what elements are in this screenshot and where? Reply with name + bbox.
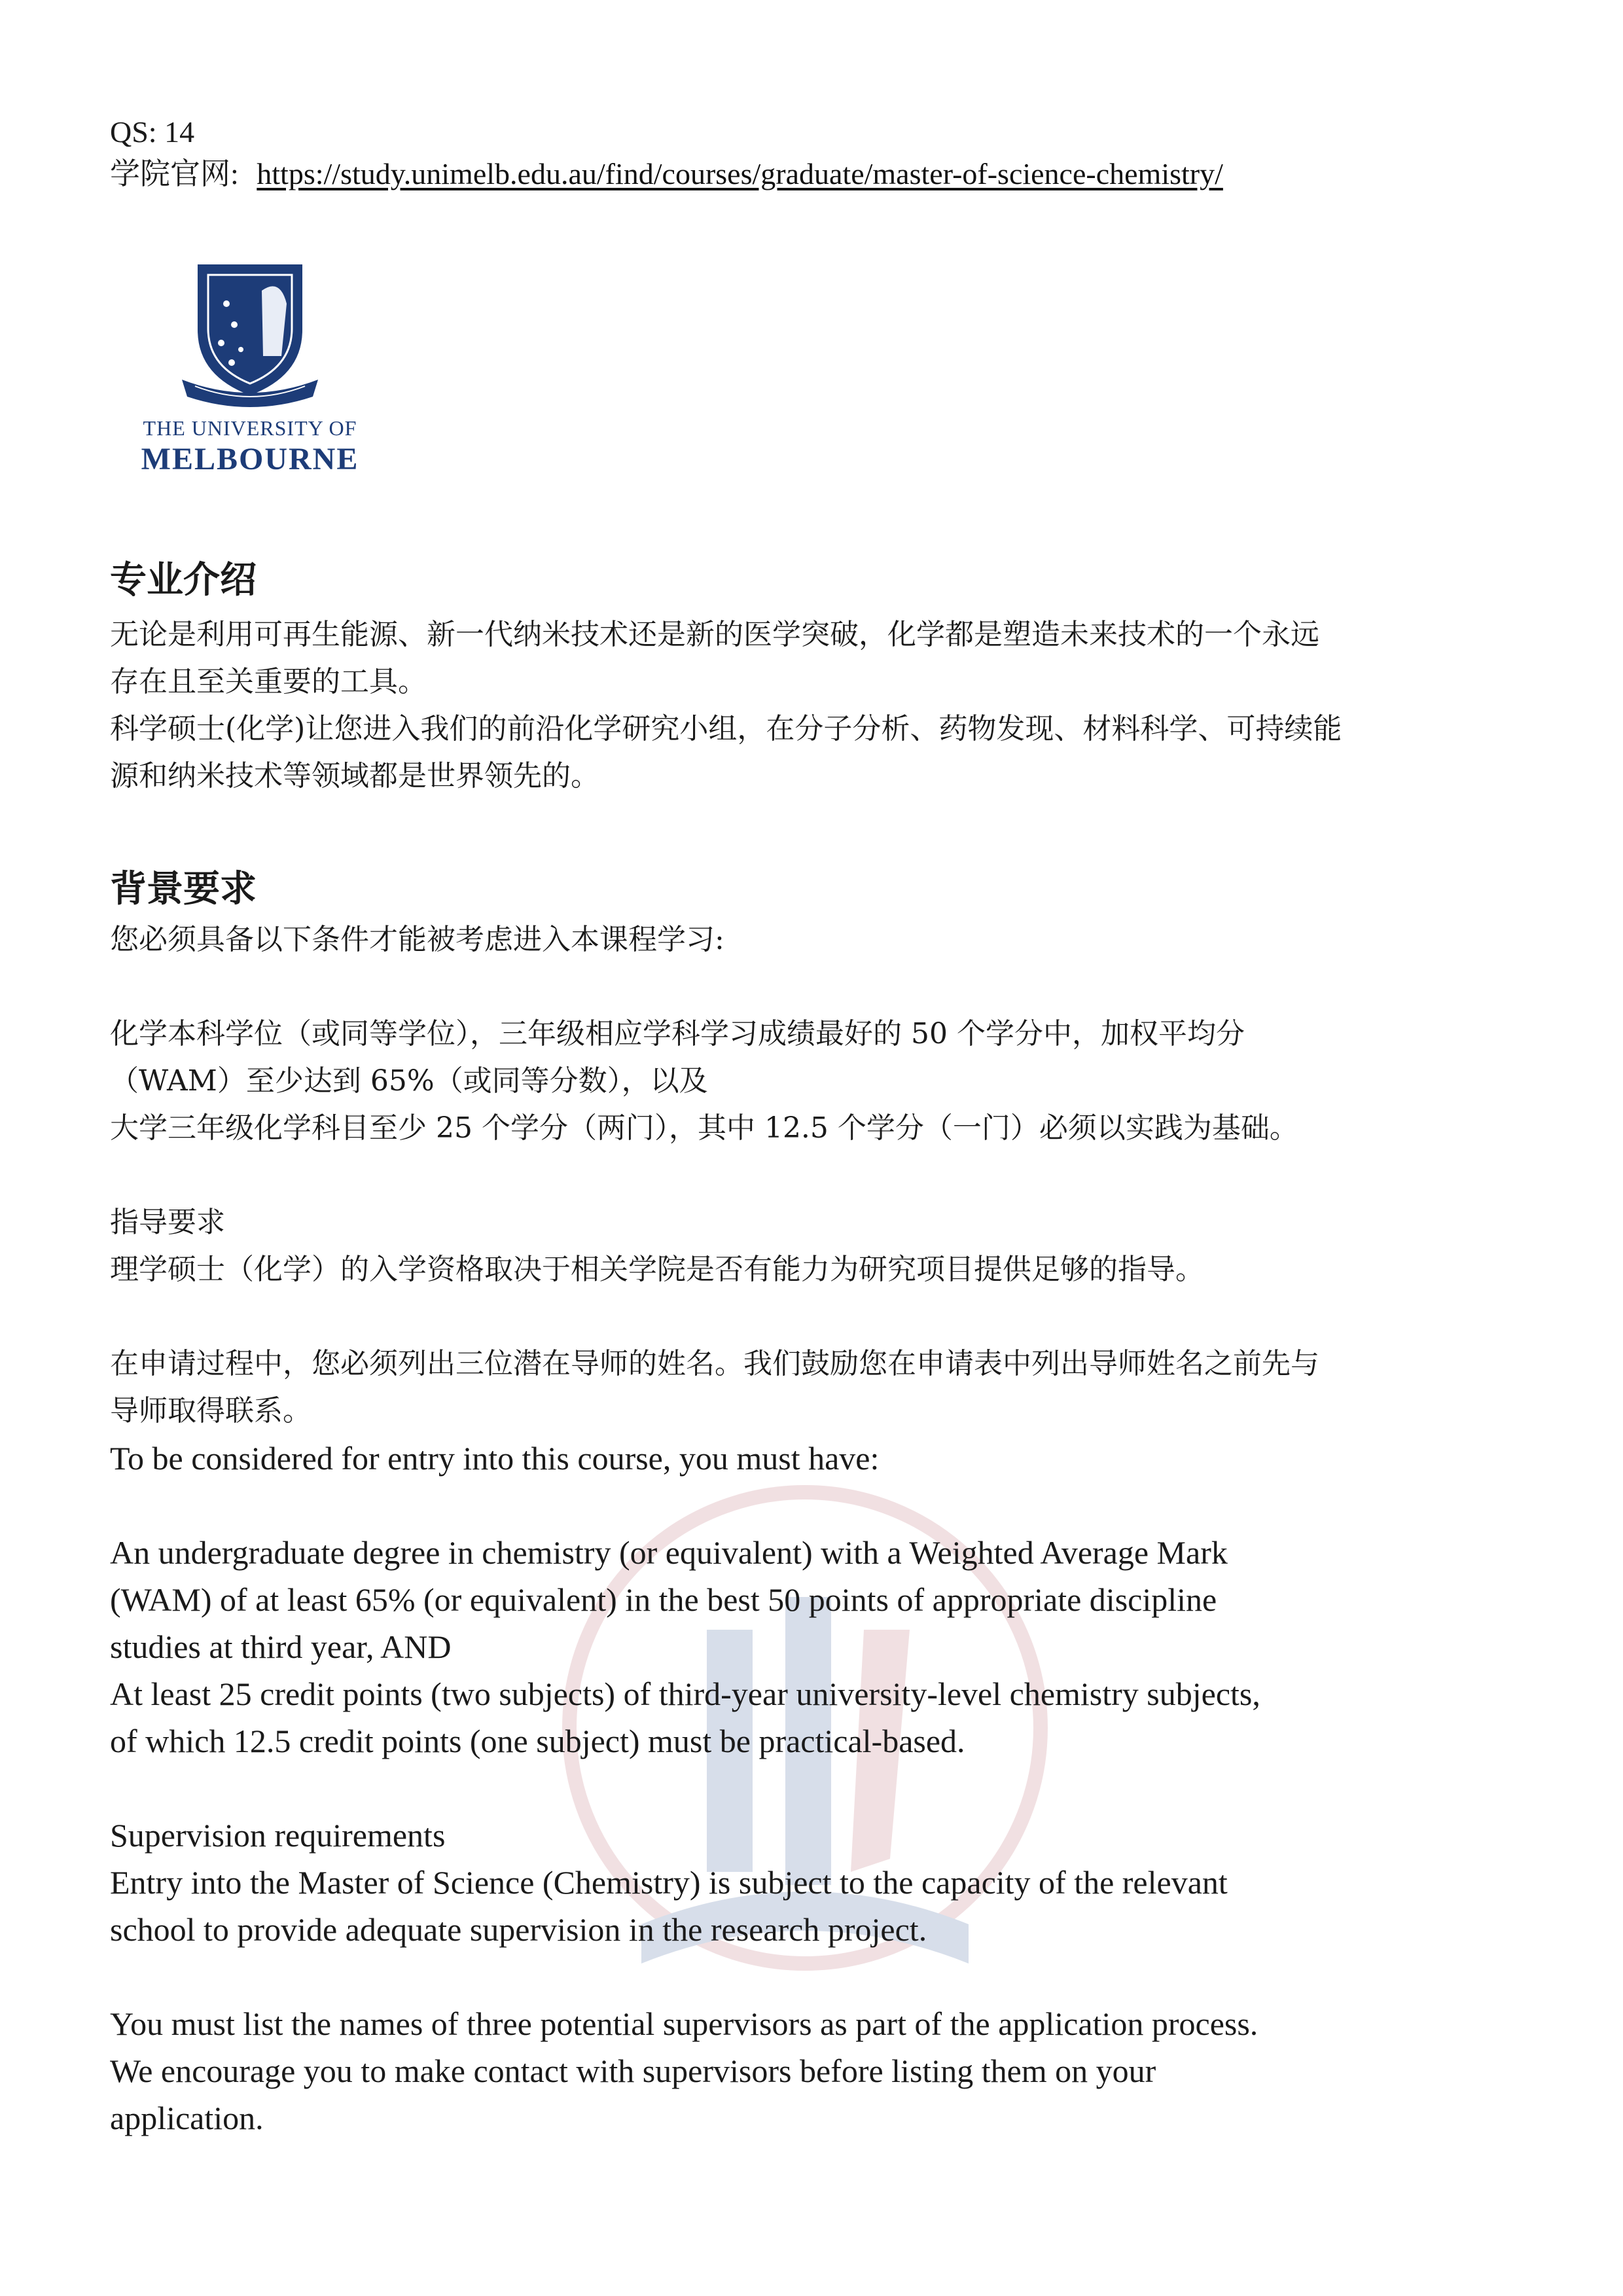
supervision-heading-cn: 指导要求 [110, 1206, 225, 1239]
requirements-heading: 背景要求 [110, 867, 257, 910]
crest-icon [116, 251, 383, 415]
req-en-line: (WAM) of at least 65% (or equivalent) in the best 50 points of appropriate discipline [110, 1581, 1217, 1618]
req-en-line: application. [110, 2100, 264, 2136]
qs-ranking: QS: 14 [110, 115, 195, 149]
website-label: 学院官网: [110, 157, 239, 190]
req-en-line: An undergraduate degree in chemistry (or equivalent) with a Weighted Average Mark [110, 1534, 1228, 1571]
req-cn-line: （WAM）至少达到 65%（或同等分数），以及 [110, 1064, 708, 1098]
intro-heading: 专业介绍 [110, 558, 257, 601]
logo-line2: MELBOURNE [141, 442, 359, 476]
website-link[interactable]: https://study.unimelb.edu.au/find/courses/graduate/master-of-science-chemistry/ [257, 157, 1223, 190]
req-cn-line: 在申请过程中，您必须列出三位潜在导师的姓名。我们鼓励您在申请表中列出导师姓名之前先与 [110, 1347, 1319, 1380]
req-en-line: school to provide adequate supervision in the research project. [110, 1911, 927, 1948]
intro-line: 无论是利用可再生能源、新一代纳米技术还是新的医学突破，化学都是塑造未来技术的一个永远 [110, 618, 1319, 651]
req-cn-line: 导师取得联系。 [110, 1394, 312, 1427]
intro-line: 存在且至关重要的工具。 [110, 665, 427, 698]
req-en-line: At least 25 credit points (two subjects) of third-year university-level chemistry subjects, [110, 1676, 1260, 1712]
req-en-line: studies at third year, AND [110, 1628, 452, 1665]
intro-line: 科学硕士(化学)让您进入我们的前沿化学研究小组，在分子分析、药物发现、材料科学、可持续能 [110, 712, 1342, 745]
req-cn-line: 理学硕士（化学）的入学资格取决于相关学院是否有能力为研究项目提供足够的指导。 [110, 1253, 1204, 1286]
req-cn-line: 化学本科学位（或同等学位），三年级相应学科学习成绩最好的 50 个学分中，加权平均分 [110, 1017, 1245, 1050]
supervision-heading-en: Supervision requirements [110, 1817, 446, 1854]
intro-line: 源和纳米技术等领域都是世界领先的。 [110, 759, 599, 793]
req-en-line: Entry into the Master of Science (Chemistry) is subject to the capacity of the relevant [110, 1864, 1228, 1901]
university-logo [116, 251, 383, 484]
req-en-line: To be considered for entry into this course, you must have: [110, 1440, 880, 1477]
req-en-line: We encourage you to make contact with supervisors before listing them on your [110, 2053, 1156, 2089]
req-cn-line: 大学三年级化学科目至少 25 个学分（两门），其中 12.5 个学分（一门）必须以实践为基础。 [110, 1111, 1298, 1145]
logo-line1: THE UNIVERSITY OF [143, 416, 357, 440]
req-cn-line: 您必须具备以下条件才能被考虑进入本课程学习: [110, 923, 724, 956]
req-en-line: of which 12.5 credit points (one subject) must be practical-based. [110, 1723, 965, 1759]
website-row [110, 154, 1223, 194]
req-en-line: You must list the names of three potential supervisors as part of the application process. [110, 2005, 1258, 2042]
